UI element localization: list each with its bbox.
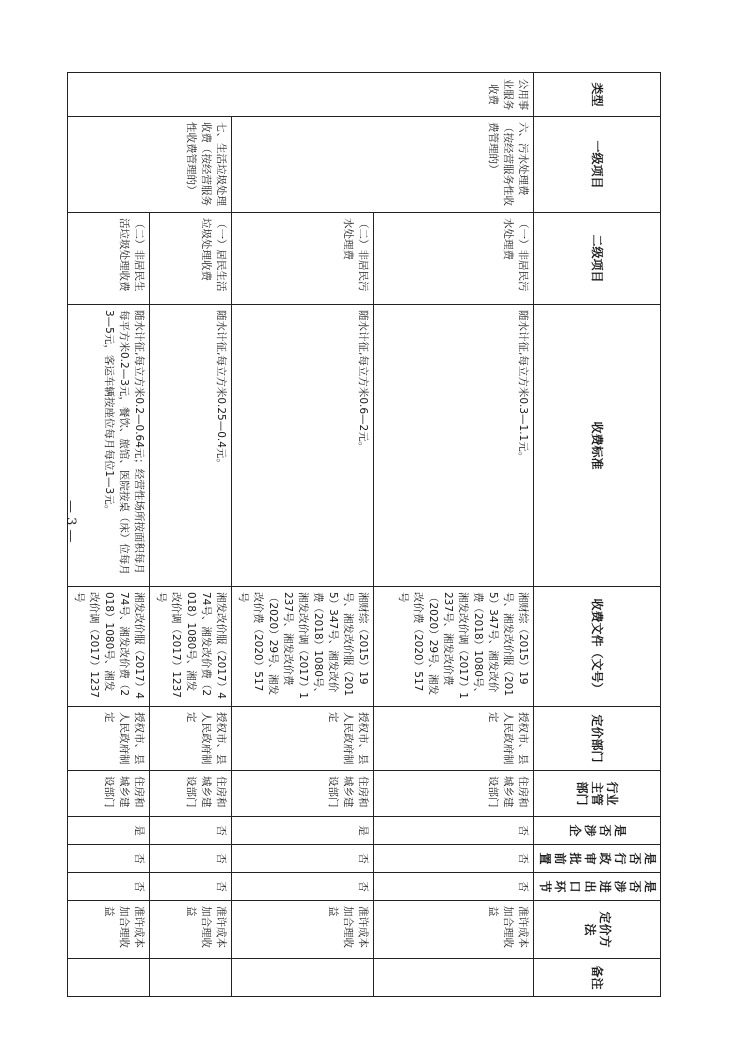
fee-table	[67, 72, 661, 997]
standard-cell: 随水计征,每立方米0.3—1.1元。	[374, 305, 534, 587]
note-cell	[374, 959, 534, 997]
fee-table-rotated	[73, 72, 661, 996]
method-cell: 准许成本加合理收益	[150, 901, 232, 959]
note-cell	[232, 959, 374, 997]
approval-cell: 否	[374, 845, 534, 873]
method-cell: 准许成本加合理收益	[68, 901, 150, 959]
header-dept: 定价部门	[534, 707, 661, 771]
export-cell: 否	[232, 873, 374, 901]
standard-cell: 随水计征,每立方米0.25—0.4元。	[150, 305, 232, 587]
level1-cell: 六、污水处理费（按经营服务性收费管理的）	[232, 117, 534, 213]
enterprise-cell: 是	[232, 817, 374, 845]
document-cell: 湘财综（2015）19号、湘发改价服（2015）347号、湘发改价费（2018）1080号、湘发改价调（2017）1237号、湘发改价费（2020）29号、湘发改价费（2020）517号	[374, 587, 534, 707]
header-method: 定价方法	[534, 901, 661, 959]
standard-cell: 随水计征,每立方米0.6—2元。	[232, 305, 374, 587]
enterprise-cell: 否	[150, 817, 232, 845]
standard-cell: 随水计征,每立方米0.2—0.64元；经营性场所按面积每月每平方米0.2—3元，餐饮、旅馆、医院按桌（床）位每月3—5元，客运车辆按座位每月每位1—3元。	[68, 305, 150, 587]
dept-cell: 授权市、县人民政府制定	[150, 707, 232, 771]
header-approval: 是否行政审批前置	[534, 845, 661, 873]
header-document: 收费文件（文号）	[534, 587, 661, 707]
level1-cell: 七、生活垃圾处理收费（按经营服务性收费管理的）	[68, 117, 232, 213]
dept-cell: 授权市、县人民政府制定	[374, 707, 534, 771]
document-cell: 湘财综（2015）19号、湘发改价服（2015）347号、湘发改价费（2018）1080号、湘发改价调（2017）1237号、湘发改价费（2020）29号、湘发改价费（2020）517号	[232, 587, 374, 707]
dept-cell: 授权市、县人民政府制定	[232, 707, 374, 771]
note-cell	[68, 959, 150, 997]
approval-cell: 否	[68, 845, 150, 873]
enterprise-cell: 否	[374, 817, 534, 845]
header-level1: 一级项目	[534, 117, 661, 213]
header-type: 类型	[534, 73, 661, 117]
header-enterprise: 是否涉企	[534, 817, 661, 845]
document-cell: 湘发改价服（2017）474号、湘发改价费（2018）1080号、湘发改价调（2017）1237号	[150, 587, 232, 707]
method-cell: 准许成本加合理收益	[374, 901, 534, 959]
level2-cell: （二）非居民生活垃圾处理收费	[68, 213, 150, 305]
enterprise-cell: 是	[68, 817, 150, 845]
header-level2: 二级项目	[534, 213, 661, 305]
note-cell	[150, 959, 232, 997]
method-cell: 准许成本加合理收益	[232, 901, 374, 959]
header-note: 备注	[534, 959, 661, 997]
level2-cell: （二）非居民污水处理费	[232, 213, 374, 305]
export-cell: 否	[68, 873, 150, 901]
category-cell: 公用事业服务收费	[68, 73, 534, 117]
dept-cell: 授权市、县人民政府制定	[68, 707, 150, 771]
header-industry: 行业主管部门	[534, 771, 661, 817]
industry-cell: 住房和城乡建设部门	[374, 771, 534, 817]
header-standard: 收费标准	[534, 305, 661, 587]
document-cell: 湘发改价服（2017）474号、湘发改价费（2018）1080号、湘发改价调（2017）1237号	[68, 587, 150, 707]
industry-cell: 住房和城乡建设部门	[232, 771, 374, 817]
approval-cell: 否	[150, 845, 232, 873]
table-row	[150, 73, 232, 997]
page-number-text: — 3 —	[63, 500, 78, 543]
industry-cell: 住房和城乡建设部门	[68, 771, 150, 817]
industry-cell: 住房和城乡建设部门	[150, 771, 232, 817]
level2-cell: （一）非居民污水处理费	[374, 213, 534, 305]
header-row	[534, 73, 661, 997]
page-number	[60, 500, 80, 580]
export-cell: 否	[150, 873, 232, 901]
level2-cell: （一）居民生活垃圾处理收费	[150, 213, 232, 305]
export-cell: 否	[374, 873, 534, 901]
approval-cell: 否	[232, 845, 374, 873]
table-row	[374, 73, 534, 997]
header-export: 是否涉进出口环节	[534, 873, 661, 901]
